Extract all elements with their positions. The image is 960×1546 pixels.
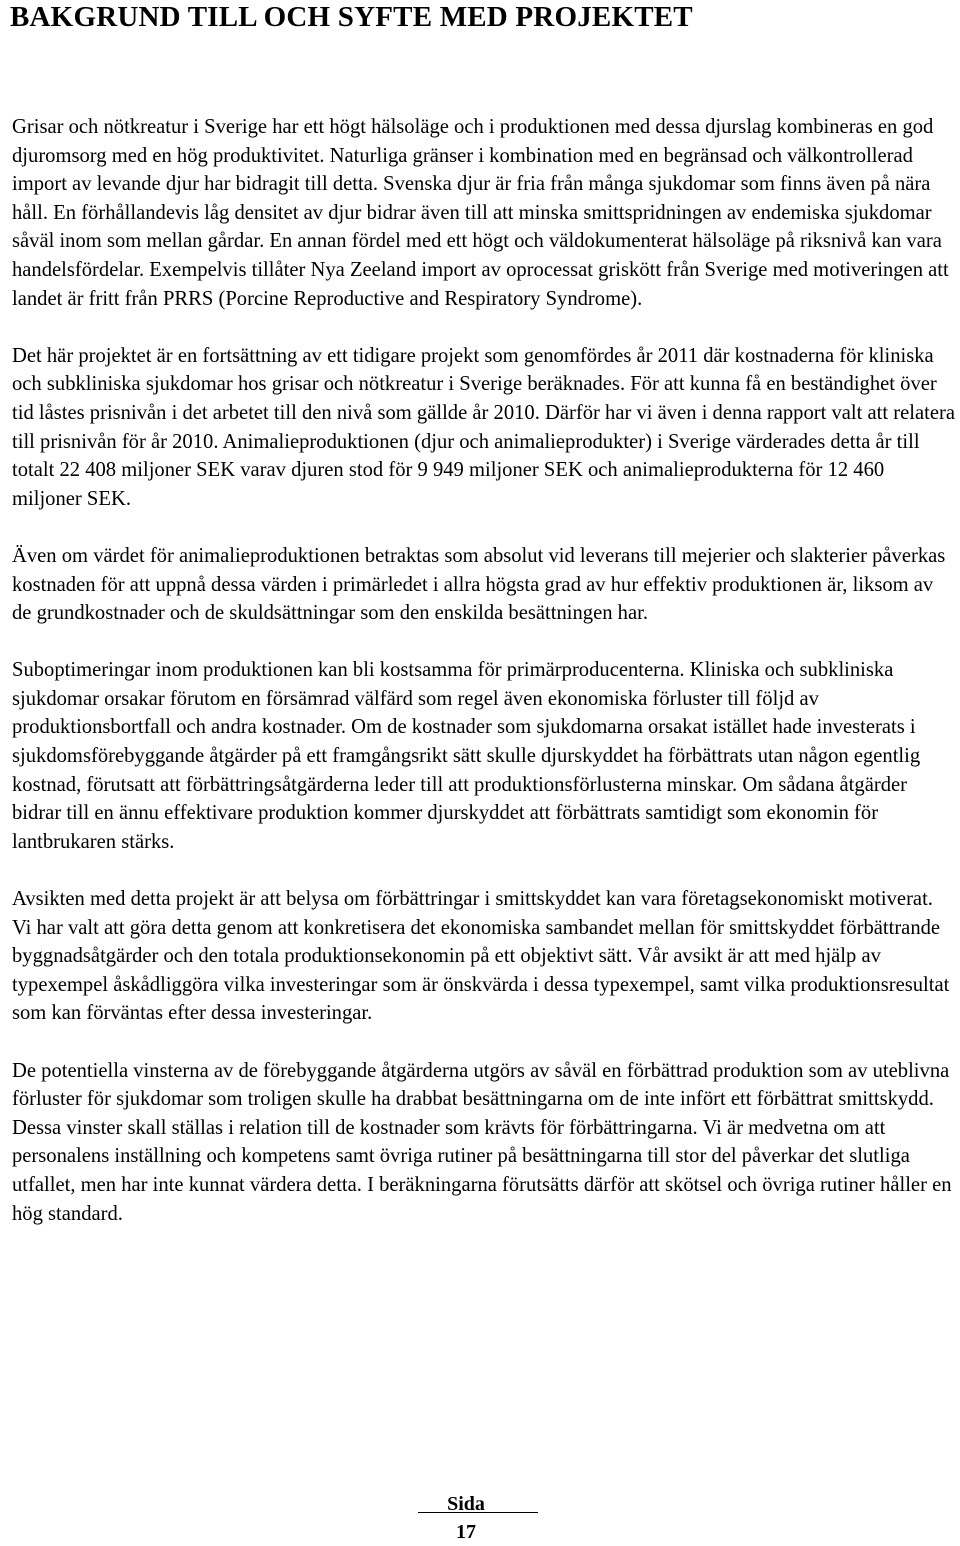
section-heading: BAKGRUND TILL OCH SYFTE MED PROJEKTET: [10, 1, 693, 33]
body-text: [12, 113, 956, 1228]
page-number-value: 17: [456, 1521, 476, 1543]
paragraph-production-value: Även om värdet för animalieproduktionen betraktas som absolut vid leverans till mejerier och slakterier påverkas kostnaden för att uppnå dessa värden i primärledet i allra högsta grad av hur effektiv produktionen är, liksom av de grundkostnader och de skuldsättningar som den enskilda besättningen har.: [12, 544, 946, 625]
paragraph-health-status: Grisar och nötkreatur i Sverige har ett högt hälsoläge och i produktionen med dessa djurslag kombineras en god djuromsorg med en hög produktivitet. Naturliga gränser i kombination med en begränsad och välkontrollerad import av levande djur har bidragit till detta. Svenska djur är fria från många sjukdomar som finns även på nära håll. En förhållandevis låg densitet av djur bidrar även till att minska smittspridningen av endemiska sjukdomar såväl inom som mellan gårdar. En annan fördel med ett högt och väldokumenterat hälsoläge på riksnivå kan vara handelsfördelar. Exempelvis tillåter Nya Zeeland import av oprocessat griskött från Sverige med motiveringen att landet är fritt från PRRS (Porcine Reproductive and Respiratory Syndrome).: [12, 116, 949, 310]
paragraph-suboptimization: Suboptimeringar inom produktionen kan bli kostsamma för primärproducenterna. Kliniska och subkliniska sjukdomar orsakar förutom en försämrad välfärd som regel även ekonomiska förluster till följd av produktionsbortfall och andra kostnader. Om de kostnader som sjukdomarna orsakat istället hade investerats i sjukdomsförebyggande åtgärder på ett framgångsrikt sätt skulle djurskyddet ha förbättrats utan någon egentlig kostnad, förutsatt att förbättringsåtgärderna leder till att produktionsförlusterna minskar. Om sådana åtgärder bidrar till en ännu effektivare produktion kommer djurskyddet att förbättrats samtidigt som ekonomin för lantbrukaren stärks.: [12, 659, 921, 853]
paragraph-project-background: Det här projektet är en fortsättning av ett tidigare projekt som genomfördes år 2011 där kostnaderna för kliniska och subkliniska sjukdomar hos grisar och nötkreatur i Sverige beräknades. För att kunna få en beständighet över tid låstes prisnivån i det arbetet till den nivå som gällde år 2010. Därför har vi även i denna rapport valt att relatera till prisnivån för år 2010. Animalieproduktionen (djur och animalieprodukter) i Sverige värderades detta år till totalt 22 408 miljoner SEK varav djuren stod för 9 949 miljoner SEK och animalieprodukterna för 12 460 miljoner SEK.: [12, 344, 955, 510]
paragraph-project-purpose: Avsikten med detta projekt är att belysa om förbättringar i smittskyddet kan vara företagsekonomiskt motiverat. Vi har valt att göra detta genom att konkretisera det ekonomiska sambandet mellan för smittskyddet förbättrande byggnadsåtgärder och den totala produktionsekonomin på ett objektivt sätt. Vår avsikt är att med hjälp av typexempel åskådliggöra vilka investeringar som är önskvärda i dessa typexempel, samt vilka produktionsresultat som kan förväntas efter dessa investeringar.: [12, 888, 950, 1025]
paragraph-potential-gains: De potentiella vinsterna av de förebyggande åtgärderna utgörs av såväl en förbättrad produktion som av uteblivna förluster för sjukdomar som troligen skulle ha drabbat besättningarna om de inte infört ett förbättrat smittskydd. Dessa vinster skall ställas i relation till de kostnader som krävts för förbättringarna. Vi är medvetna om att personalens inställning och kompetens samt övriga rutiner på besättningarna till stor del påverkar det slutliga utfallet, men har inte kunnat värdera detta. I beräkningarna förutsätts därför att skötsel och övriga rutiner håller en hög standard.: [12, 1059, 952, 1225]
page-label: Sida: [447, 1493, 485, 1515]
